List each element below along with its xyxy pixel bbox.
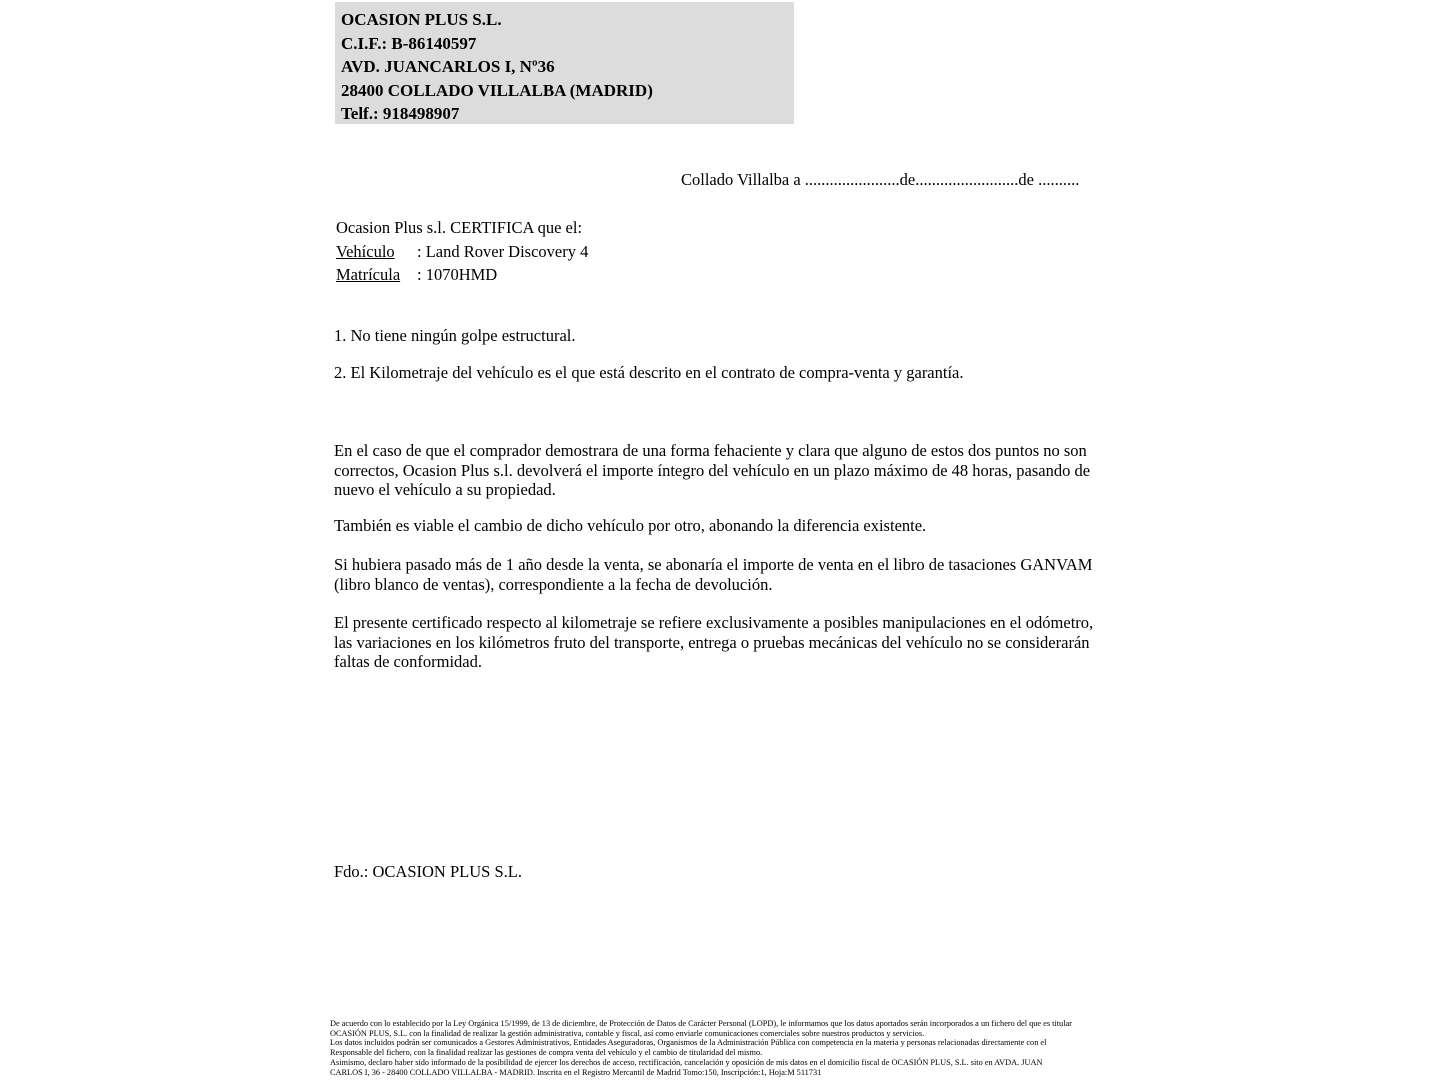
paragraph-exchange-option: También es viable el cambio de dicho vehículo por otro, abonando la diferencia existente. (334, 516, 927, 535)
company-name: OCASION PLUS S.L. (341, 10, 502, 29)
legal-footer-line: CARLOS I, 36 - 28400 COLLADO VILLALBA - MADRID. Inscrita en el Registro Mercantil de Madrid Tomo:150, Inscripción:1, Hoja:M 511731 (330, 1067, 822, 1077)
company-cif: C.I.F.: B-86140597 (341, 33, 477, 53)
vehicle-value: : Land Rover Discovery 4 (417, 241, 589, 261)
certified-point-2: 2. El Kilometraje del vehículo es el que está descrito en el contrato de compra-venta y garantía. (334, 363, 964, 382)
company-letterhead (335, 2, 794, 124)
plate-row (336, 263, 588, 287)
legal-footer-line: Asimismo, declaro haber sido informado de la posibilidad de ejercer los derechos de acceso, rectificación, cancelación y oposición de mis datos en el domicilio fiscal de OCASIÓN PLUS, S.L. sito en AVDA. JUAN (330, 1057, 1043, 1067)
certification-block (336, 216, 588, 287)
plate-label: Matrícula (336, 265, 401, 284)
signature-line: Fdo.: OCASION PLUS S.L. (334, 862, 522, 881)
legal-footer-line: OCASIÓN PLUS, S.L. con la finalidad de realizar la gestión administrativa, contable y fiscal, así como enviarle comunicaciones comerciales sobre nuestros productos y servicios. (330, 1028, 925, 1038)
paragraph-odometer-disclaimer: El presente certificado respecto al kilometraje se refiere exclusivamente a posibles manipulaciones en el odómetro, las variaciones en los kilómetros fruto del transporte, entrega o pruebas mecánicas del vehículo no se considerarán faltas de conformidad. (334, 613, 1094, 672)
vehicle-label: Vehículo (336, 241, 395, 261)
vehicle-row (336, 240, 588, 264)
legal-footer-line: De acuerdo con lo establecido por la Ley Orgánica 15/1999, de 13 de diciembre, de Protección de Datos de Carácter Personal (LOPD), le informamos que los datos aportados serán incorporados a un fichero del que es titular (330, 1019, 1072, 1028)
plate-value: : 1070HMD (417, 265, 498, 284)
paragraph-ganvam-valuation: Si hubiera pasado más de 1 año desde la venta, se abonaría el importe de venta en el libro de tasaciones GANVAM (libro blanco de ventas), correspondiente a la fecha de devolución. (334, 555, 1093, 594)
certified-point-1: 1. No tiene ningún golpe estructural. (334, 326, 576, 345)
company-phone: Telf.: 918498907 (341, 104, 460, 124)
certification-intro: Ocasion Plus s.l. CERTIFICA que el: (336, 218, 583, 237)
legal-footer (330, 1019, 1072, 1077)
company-city: 28400 COLLADO VILLALBA (MADRID) (341, 80, 653, 100)
paragraph-refund-terms: En el caso de que el comprador demostrara de una forma fehaciente y clara que alguno de estos dos puntos no son correctos, Ocasion Plus s.l. devolverá el importe íntegro del vehículo en un plazo máximo de 48 horas, pasando de nuevo el vehículo a su propiedad. (334, 441, 1091, 500)
date-line: Collado Villalba a .......................de.........................de .......... (681, 170, 1080, 189)
company-address: AVD. JUANCARLOS I, Nº36 (341, 57, 555, 77)
legal-footer-line: Responsable del fichero, con la finalidad realizar las gestiones de compra venta del vehículo y el cambio de titularidad del mismo. (330, 1048, 763, 1058)
legal-footer-line: Los datos incluidos podrán ser comunicados a Gestores Administrativos, Entidades Aseguradoras, Organismos de la Administración Pública con competencia en la materia y personas relacionadas directamente con el (330, 1038, 1047, 1048)
